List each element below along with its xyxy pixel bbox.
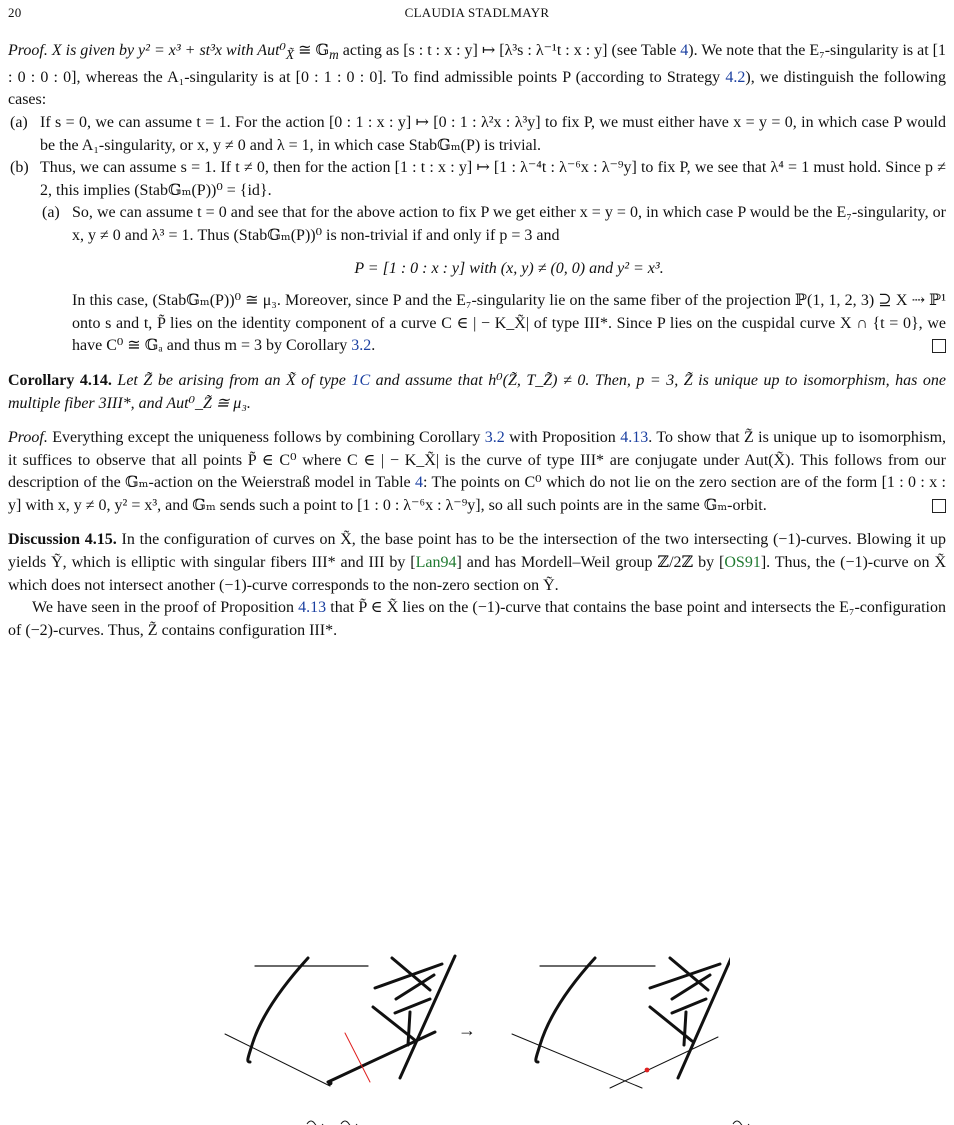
figure-caption-fragment [0, 1112, 954, 1125]
line-left-base [225, 1034, 330, 1086]
tilde-mark [307, 1121, 323, 1125]
proof-label: Proof. [8, 42, 48, 59]
e7-curve-7 [684, 1012, 686, 1045]
e7-curve-7 [408, 1012, 410, 1045]
discussion-label: Discussion 4.15. [8, 531, 117, 549]
e7-curve-6 [395, 999, 430, 1013]
proof-4-13 [8, 40, 946, 358]
red-point [645, 1068, 650, 1073]
e7-curve-6 [672, 999, 706, 1013]
page-body [8, 40, 946, 654]
cuspidal-curve [248, 958, 308, 1062]
proposition-ref-link[interactable]: 4.13 [620, 429, 649, 447]
strategy-ref-link[interactable]: 4.2 [725, 68, 746, 86]
display-equation: P = [1 : 0 : x : y] with (x, y) ≠ (0, 0) and y² = x³. [354, 259, 664, 277]
arrow-symbol: → [458, 1020, 476, 1040]
cuspidal-curve [536, 958, 595, 1062]
qed-symbol [932, 339, 946, 353]
e7-curve-4 [670, 958, 708, 990]
tilde-mark [341, 1121, 357, 1125]
running-title: CLAUDIA STADLMAYR [404, 5, 550, 20]
right-configuration [512, 956, 730, 1088]
table-ref-link[interactable]: 4 [680, 42, 689, 59]
table-ref-link[interactable]: 4 [414, 474, 423, 492]
case-a: (a) If s = 0, we can assume t = 1. For the action [0 : 1 : x : y] ↦ [0 : 1 : λ²x : λ³y] to fix P, we must either have x = y = 0, in which case P would be the A₁-singularity, or x, y ≠ 0 and λ = 1, in which case Stab𝔾ₘ(P) is trivial. [10, 113, 946, 154]
corollary-ref-link[interactable]: 3.2 [484, 429, 505, 447]
exceptional-marker-line [345, 1033, 370, 1082]
tilde-mark [733, 1121, 749, 1125]
proposition-ref-link[interactable]: 4.13 [298, 599, 327, 617]
line-right-base [610, 1037, 718, 1088]
subcase-a: (a) So, we can assume t = 0 and see that for the above action to fix P we get either x = y = 0, in which case P would be the E₇-singularity, or x, y ≠ 0 and λ³ = 1. Thus (Stab𝔾ₘ(P))⁰ is non-trivial if and only if p = 3 and [42, 204, 946, 244]
left-configuration [225, 956, 455, 1086]
line-left-base [512, 1034, 642, 1088]
discussion-4-15: Discussion 4.15. In the configuration of curves on X̃, the base point has to be the intersection of the two intersecting (−1)-curves. Blowing it up yields Ỹ, which is elliptic with singular fibers III* and III by [Lan94] and has Mordell–Weil group ℤ/2ℤ by [OS91]. Thus, the (−1)-curve on X̃ which does not intersect another (−1)-curve corresponds to the non-zero section on Ỹ. We have seen in the proof of Proposition 4.13 that P̃ ∈ X̃ lies on the (−1)-curve that contains the base point and intersects the E₇-configuration of (−2)-curves. Thus, Z̃ contains configuration III*. [8, 531, 947, 639]
subcase-continuation: In this case, (Stab𝔾ₘ(P))⁰ ≅ μ₃. Moreover, since P and the E₇-singularity lie on the same fiber of the projection ℙ(1, 1, 2, 3) ⊇ X ⇢ ℙ¹ onto s and t, P̃ lies on the identity component of a curve C ∈ | − K_X̃| of type III*. Since P lies on the cuspidal curve X ∩ {t = 0}, we have C⁰ ≅ 𝔾ₐ and thus m = 3 by Corollary 3.2. [72, 292, 946, 355]
page-number: 20 [8, 5, 22, 20]
citation-os91[interactable]: OS91 [724, 554, 761, 572]
corollary-label: Corollary 4.14. [8, 371, 112, 389]
case-b: (b) Thus, we can assume s = 1. If t ≠ 0, then for the action [1 : t : x : y] ↦ [1 : λ⁻⁴t : λ⁻⁶x : λ⁻⁹y] to fix P, we see that λ⁴ = 1 must hold. Since p ≠ 2, this implies (Stab𝔾ₘ(P))⁰ = {id}. [10, 159, 946, 199]
corollary-4-14: Corollary 4.14. Let Z̃ be arising from an X̃ of type 1C and assume that h⁰(Z̃, T_Z̃) ≠ 0. Then, p = 3, Z̃ is unique up to isomorphism, has one multiple fiber 3III*, and Aut⁰_Z̃ ≅ μ₃. [8, 371, 946, 412]
type-ref-link[interactable]: 1C [351, 371, 371, 389]
proof-4-14: Proof. Everything except the uniqueness follows by combining Corollary 3.2 with Proposition 4.13. To show that Z̃ is unique up to isomorphism, it suffices to observe that all points P̃ ∈ C⁰ where C ∈ | − K_X̃| is the curve of type III* are conjugate under Aut(X̃). This follows from our description of the 𝔾ₘ-action on the Weierstraß model in Table 4: The points on C⁰ which do not lie on the zero section are of the form [1 : 0 : x : y] with x, y ≠ 0, y² = x³, and 𝔾ₘ sends such a point to [1 : 0 : λ⁻⁶x : λ⁻⁹y], so all such points are in the same 𝔾ₘ-orbit. [8, 429, 947, 514]
curve-configuration-figure [210, 950, 730, 1125]
proof-intro: Proof. X is given by y² = x³ + st³x with $Aut^0_{X̃}$ ≅ 𝔾$_m$ acting as [s : t : x : y] ↦ [λ³s : λ⁻¹t : x : y] (see Table 4). We note that the E₇-singularity is at [1 : 0 : 0 : 0], whereas the A₁-singularity is at [0 : 1 : 0 : 0]. To find admissible points P (according to Strategy 4.2), we distinguish the following cases: [8, 42, 947, 109]
corollary-ref-link[interactable]: 3.2 [351, 337, 372, 355]
e7-curve-4 [392, 958, 430, 990]
proof-label: Proof. [8, 429, 48, 447]
qed-symbol [932, 499, 946, 513]
citation-lan94[interactable]: Lan94 [415, 554, 457, 572]
page-header [8, 5, 946, 25]
base-point [328, 1081, 332, 1085]
